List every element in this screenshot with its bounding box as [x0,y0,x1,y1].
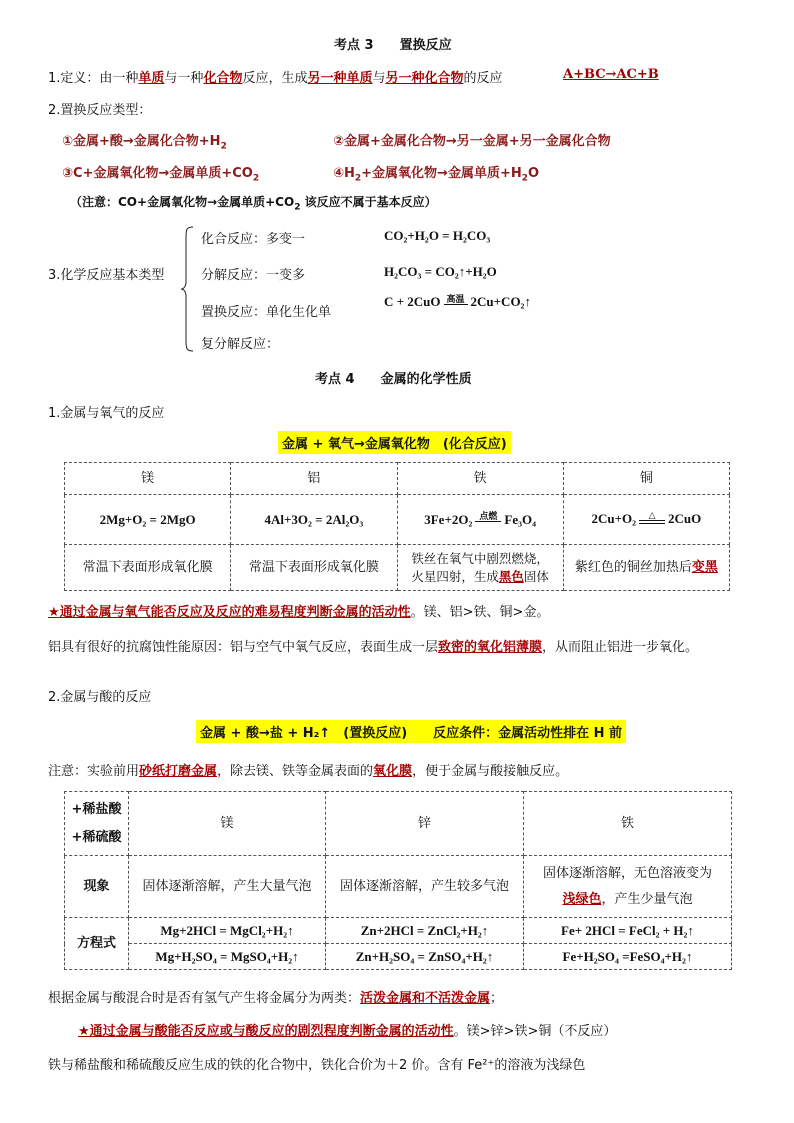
metal-acid-table [64,791,732,970]
aluminum-note: 铝具有很好的抗腐蚀性能原因：铝与空气中氧气反应，表面生成一层致密的氧化铝薄膜，从而阻止铝进一步氧化。 [48,640,699,655]
basic-displacement: 置换反应：单化生化单 [201,305,332,320]
table-header: 铁 [524,792,732,856]
type-1: ①金属+酸→金属化合物$+H_2$ [62,134,227,152]
eq-zn-hcl: Zn+2HCl = ZnCl₂+H₂↑ [326,918,524,944]
eq-al-oxygen: 4Al+3O₂ = 2Al₂O₃ [231,495,397,545]
section-title-3: 考点 3 置换反应 [334,38,452,53]
obs-fe: 铁丝在氧气中剧烈燃烧， 火星四射，生成黑色固体 [397,545,563,591]
basic-types-title: 3.化学反应基本类型 [48,268,165,283]
type-3: ③C+金属氧化物→金属单质$+CO_2$ [62,166,260,184]
basic-combination: 化合反应：多变一 [201,232,306,247]
types-title: 2.置换反应类型： [48,103,152,118]
highlight-metal-acid: 金属 + 酸→盐 + H₂↑ (置换反应) 反应条件：金属活动性排在 H 前 [196,720,626,743]
star-note-acid: ★通过金属与酸能否反应或与酸反应的剧烈程度判断金属的活动性。镁>锌>铁>铜（不反应） [78,1024,617,1039]
metal-oxygen-table [64,462,730,591]
star-note-oxygen: ★通过金属与氧气能否反应及反应的难易程度判断金属的活动性。镁、铝>铁、铜>金。 [48,605,550,620]
eq-fe-hcl: Fe+ 2HCl = FeCl₂ + H₂↑ [524,918,732,944]
table-header: 镁 [65,463,231,495]
obs-fe-acid: 固体逐渐溶解，无色溶液变为 浅绿色，产生少量气泡 [524,856,732,918]
eq-displacement: C + 2CuO 高温 2Cu+CO₂↑ [384,294,531,309]
row-label-equation: 方程式 [65,918,129,970]
eq-mg-hcl: Mg+2HCl = MgCl₂+H₂↑ [129,918,326,944]
eq-combination: CO₂+H₂O = H₂CO₃ [384,228,491,243]
metal-oxygen-heading: 1.金属与氧气的反应 [48,406,165,421]
note-co: （注意：CO+金属氧化物→金属单质$+CO_2$ 该反应不属于基本反应） [70,195,437,213]
obs-zn-acid: 固体逐渐溶解，产生较多气泡 [326,856,524,918]
type-4: $④H_2+$金属氧化物→金属单质$+H_2O$ [333,166,540,184]
table-corner: +稀盐酸 +稀硫酸 [65,792,129,856]
table-header: 锌 [326,792,524,856]
eq-fe-oxygen: 3Fe+2O₂ 点燃 Fe₃O₄ [397,495,563,545]
definition-formula: A+BC→AC+B [563,67,659,82]
table-header: 铝 [231,463,397,495]
eq-decomposition: H₂CO₃ = CO₂↑+H₂O [384,264,497,279]
basic-decomposition: 分解反应：一变多 [201,268,306,283]
row-label-observation: 现象 [65,856,129,918]
obs-al: 常温下表面形成氧化膜 [231,545,397,591]
heat-triangle-icon: △ [648,510,656,520]
eq-fe-h2so4: Fe+H₂SO₄ =FeSO₄+H₂↑ [524,944,732,970]
eq-mg-h2so4: Mg+H₂SO₄ = MgSO₄+H₂↑ [129,944,326,970]
table-header: 铁 [397,463,563,495]
basic-double-displacement: 复分解反应： [201,337,280,352]
classification-note: 根据金属与酸混合时是否有氢气产生将金属分为两类：活泼金属和不活泼金属； [48,991,504,1006]
type-2: ②金属+金属化合物→另一金属+另一金属化合物 [333,134,611,149]
obs-cu: 紫红色的铜丝加热后变黑 [563,545,729,591]
table-header: 铜 [563,463,729,495]
acid-note: 注意：实验前用砂纸打磨金属，除去镁、铁等金属表面的氧化膜，便于金属与酸接触反应。 [48,764,569,779]
metal-acid-heading: 2.金属与酸的反应 [48,690,152,705]
brace-icon [180,226,194,352]
highlight-metal-oxygen: 金属 + 氧气→金属氧化物 (化合反应) [278,431,511,454]
eq-mg-oxygen: 2Mg+O₂ = 2MgO [65,495,231,545]
table-header: 镁 [129,792,326,856]
obs-mg-acid: 固体逐渐溶解，产生大量气泡 [129,856,326,918]
eq-cu-oxygen: 2Cu+O₂ △ 2CuO [563,495,729,545]
section-title-4: 考点 4 金属的化学性质 [315,372,472,387]
definition-line: 1.定义：由一种单质与一种化合物反应，生成另一种单质与另一种化合物的反应 [48,71,503,86]
obs-mg: 常温下表面形成氧化膜 [65,545,231,591]
iron-valence-note: 铁与稀盐酸和稀硫酸反应生成的铁的化合物中，铁化合价为＋2 价。含有 Fe²⁺的溶液为浅绿色 [48,1058,586,1073]
eq-zn-h2so4: Zn+H₂SO₄ = ZnSO₄+H₂↑ [326,944,524,970]
